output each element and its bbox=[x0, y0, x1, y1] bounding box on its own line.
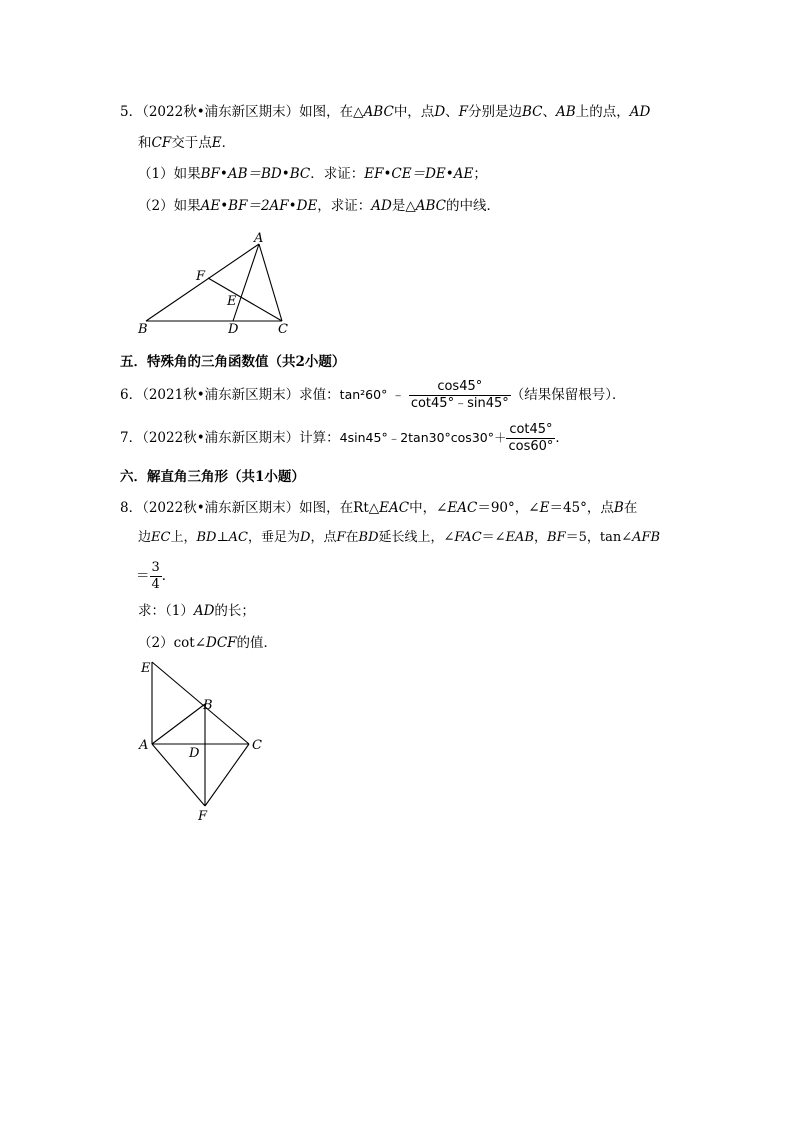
q8-var: BD bbox=[358, 530, 379, 545]
q5-expr: EF•CE＝DE•AE bbox=[364, 166, 474, 182]
label-d: D bbox=[189, 746, 200, 761]
segment-ec bbox=[152, 662, 249, 744]
q5-text: 是△ bbox=[391, 198, 416, 214]
q8-text: 的值． bbox=[236, 635, 278, 651]
q5-text: 中，点 bbox=[393, 104, 435, 120]
q8-var: E bbox=[539, 500, 550, 516]
q8-text: ， bbox=[534, 530, 548, 545]
q5-expr: AE•BF＝2AF•DE bbox=[200, 198, 318, 214]
label-f: F bbox=[196, 269, 206, 284]
q7-end: ． bbox=[555, 430, 569, 446]
q8-var: DCF bbox=[206, 635, 237, 651]
label-e: E bbox=[141, 661, 151, 676]
q5-var: AD bbox=[371, 198, 392, 214]
q7-fraction-numerator: cot45° bbox=[509, 422, 553, 437]
q6-term: tan²60° bbox=[339, 387, 388, 402]
q8-var: EC bbox=[151, 530, 171, 545]
q6-text: 求值： bbox=[299, 387, 340, 403]
q6-note: （结果保留根号）． bbox=[510, 387, 626, 403]
q5-text: 的中线． bbox=[446, 198, 501, 214]
q5-var: AD bbox=[629, 104, 651, 120]
segment-ab bbox=[152, 704, 205, 744]
q5-text: 交于点 bbox=[171, 135, 212, 151]
q8-text: 求：（1） bbox=[138, 603, 194, 619]
q5-text: 和 bbox=[138, 135, 152, 151]
q8-text: ＝45°，点 bbox=[549, 500, 614, 516]
q8-text: 如图，在Rt△ bbox=[299, 500, 380, 516]
q5-text: （1）如果 bbox=[138, 166, 201, 182]
q8-text: 在 bbox=[345, 530, 359, 545]
q8-fraction-denominator: 4 bbox=[151, 577, 160, 592]
q5-var: F bbox=[458, 104, 469, 120]
q8-text: ＝90°，∠ bbox=[477, 500, 540, 516]
q6-fraction-denominator: cot45°﹣sin45° bbox=[410, 396, 509, 411]
q8-end: ． bbox=[161, 568, 176, 584]
q5-text: ．求证： bbox=[310, 166, 365, 182]
q8-var: D bbox=[300, 530, 311, 545]
q8-var: EAC bbox=[379, 500, 410, 516]
q5-text: ． bbox=[221, 135, 236, 151]
q7-source: （2022秋•浦东新区期末） bbox=[142, 430, 300, 446]
q8-equals: ＝ bbox=[136, 568, 150, 584]
q5-text: 、 bbox=[542, 104, 557, 120]
q7-text: 计算： bbox=[299, 430, 340, 446]
q8-fraction-numerator: 3 bbox=[151, 560, 160, 575]
q5-text: 如图，在△ bbox=[299, 104, 364, 120]
section-6-title: 六．解直角三角形（共1小题） bbox=[120, 469, 305, 485]
label-c: C bbox=[252, 738, 262, 753]
q8-number: 8． bbox=[120, 500, 143, 516]
q5-var: D bbox=[434, 104, 446, 120]
q8-var: BF bbox=[547, 530, 566, 545]
label-b: B bbox=[203, 698, 213, 713]
q8-text: ＝5，tan∠ bbox=[565, 530, 633, 545]
q5-text: 、 bbox=[445, 104, 459, 120]
q8-text: 在 bbox=[623, 500, 638, 516]
segment-cf bbox=[205, 744, 249, 806]
q5-var: ABC bbox=[363, 104, 394, 120]
q7-fraction-denominator: cos60° bbox=[508, 439, 554, 454]
q8-var: FAC bbox=[454, 530, 482, 545]
q8-text: ，点 bbox=[310, 530, 337, 545]
label-c: C bbox=[278, 322, 288, 337]
label-f: F bbox=[198, 809, 208, 824]
q8-text: 边 bbox=[138, 530, 152, 545]
q5-text: 上的点， bbox=[575, 104, 630, 120]
q5-var: CF bbox=[151, 135, 172, 151]
q7-number: 7． bbox=[120, 430, 143, 446]
q6-fraction-numerator: cos45° bbox=[437, 379, 483, 394]
q8-var: EAB bbox=[505, 530, 534, 545]
label-d: D bbox=[228, 322, 239, 337]
q8-source: （2022秋•浦东新区期末） bbox=[142, 500, 300, 516]
q5-var: BC bbox=[522, 104, 543, 120]
q7-expression: 4sin45°﹣2tan30°cos30°＋ bbox=[339, 430, 507, 445]
q5-text: ，求证： bbox=[317, 198, 372, 214]
q8-text: ，垂足为 bbox=[248, 530, 301, 545]
q6-source: （2021秋•浦东新区期末） bbox=[142, 387, 300, 403]
q8-var: BD⊥AC bbox=[196, 530, 249, 545]
q8-text: ＝∠ bbox=[481, 530, 506, 545]
q8-var: EAC bbox=[447, 500, 478, 516]
q8-text: 上， bbox=[170, 530, 197, 545]
label-e: E bbox=[227, 294, 237, 309]
q8-var: B bbox=[613, 500, 624, 516]
label-b: B bbox=[138, 322, 148, 337]
q5-var: AB bbox=[556, 104, 576, 120]
q6-minus: ﹣ bbox=[391, 387, 405, 403]
section-5-title: 五．特殊角的三角函数值（共2小题） bbox=[120, 354, 346, 370]
label-a: A bbox=[254, 231, 264, 246]
label-a: A bbox=[139, 738, 149, 753]
q8-text: 中，∠ bbox=[409, 500, 448, 516]
q8-var: AD bbox=[193, 603, 215, 619]
q8-text: 延长线上，∠ bbox=[378, 530, 455, 545]
q5-var: ABC bbox=[415, 198, 447, 214]
q5-text: ； bbox=[473, 166, 487, 182]
q6-number: 6． bbox=[120, 387, 143, 403]
q5-var: E bbox=[211, 135, 222, 151]
q5-source: （2022秋•浦东新区期末） bbox=[142, 104, 300, 120]
q8-text: （2）cot∠ bbox=[138, 635, 207, 651]
q8-var: F bbox=[336, 530, 346, 545]
q8-var: AFB bbox=[632, 530, 661, 545]
q5-expr: BF•AB＝BD•BC bbox=[200, 166, 311, 182]
q5-text: 分别是边 bbox=[468, 104, 523, 120]
q8-text: 的长； bbox=[214, 603, 255, 619]
q5-number: 5． bbox=[120, 104, 143, 120]
q5-text: （2）如果 bbox=[138, 198, 201, 214]
